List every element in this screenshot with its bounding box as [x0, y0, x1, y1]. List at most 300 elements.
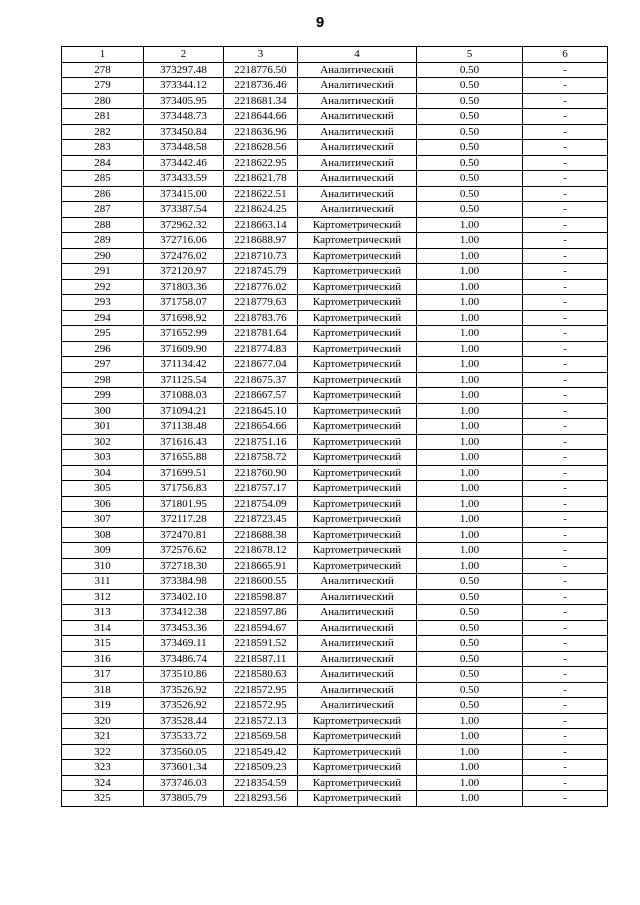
table-row — [62, 434, 608, 450]
method-cell: Аналитический — [298, 93, 417, 109]
note-cell: - — [523, 295, 608, 311]
method-cell: Картометрический — [298, 496, 417, 512]
table-row — [62, 481, 608, 497]
x-coordinate-cell: 371134.42 — [144, 357, 224, 373]
note-cell: - — [523, 496, 608, 512]
x-coordinate-cell: 373526.92 — [144, 682, 224, 698]
y-coordinate-cell: 2218665.91 — [224, 558, 298, 574]
y-coordinate-cell: 2218622.51 — [224, 186, 298, 202]
table-row — [62, 419, 608, 435]
table-row — [62, 403, 608, 419]
method-cell: Картометрический — [298, 248, 417, 264]
y-coordinate-cell: 2218751.16 — [224, 434, 298, 450]
table-row — [62, 93, 608, 109]
point-number-cell: 314 — [62, 620, 144, 636]
point-number-cell: 297 — [62, 357, 144, 373]
method-cell: Аналитический — [298, 186, 417, 202]
accuracy-cell: 0.50 — [417, 62, 523, 78]
note-cell: - — [523, 388, 608, 404]
point-number-cell: 303 — [62, 450, 144, 466]
x-coordinate-cell: 373442.46 — [144, 155, 224, 171]
accuracy-cell: 1.00 — [417, 791, 523, 807]
accuracy-cell: 1.00 — [417, 279, 523, 295]
point-number-cell: 296 — [62, 341, 144, 357]
accuracy-cell: 1.00 — [417, 217, 523, 233]
note-cell: - — [523, 605, 608, 621]
note-cell: - — [523, 93, 608, 109]
point-number-cell: 311 — [62, 574, 144, 590]
point-number-cell: 281 — [62, 109, 144, 125]
note-cell: - — [523, 543, 608, 559]
x-coordinate-cell: 371801.95 — [144, 496, 224, 512]
table-row — [62, 233, 608, 249]
x-coordinate-cell: 373486.74 — [144, 651, 224, 667]
point-number-cell: 284 — [62, 155, 144, 171]
table-row — [62, 791, 608, 807]
accuracy-cell: 1.00 — [417, 543, 523, 559]
method-cell: Картометрический — [298, 465, 417, 481]
accuracy-cell: 1.00 — [417, 403, 523, 419]
y-coordinate-cell: 2218667.57 — [224, 388, 298, 404]
y-coordinate-cell: 2218757.17 — [224, 481, 298, 497]
x-coordinate-cell: 372120.97 — [144, 264, 224, 280]
table-row — [62, 760, 608, 776]
y-coordinate-cell: 2218572.13 — [224, 713, 298, 729]
accuracy-cell: 0.50 — [417, 124, 523, 140]
x-coordinate-cell: 371616.43 — [144, 434, 224, 450]
accuracy-cell: 0.50 — [417, 574, 523, 590]
x-coordinate-cell: 371652.99 — [144, 326, 224, 342]
method-cell: Картометрический — [298, 775, 417, 791]
method-cell: Аналитический — [298, 698, 417, 714]
accuracy-cell: 1.00 — [417, 512, 523, 528]
method-cell: Картометрический — [298, 295, 417, 311]
point-number-cell: 287 — [62, 202, 144, 218]
y-coordinate-cell: 2218758.72 — [224, 450, 298, 466]
table-row — [62, 310, 608, 326]
coordinates-table — [61, 46, 608, 807]
x-coordinate-cell: 373412.38 — [144, 605, 224, 621]
note-cell: - — [523, 186, 608, 202]
y-coordinate-cell: 2218645.10 — [224, 403, 298, 419]
table-row — [62, 512, 608, 528]
table-row — [62, 279, 608, 295]
note-cell: - — [523, 310, 608, 326]
y-coordinate-cell: 2218779.63 — [224, 295, 298, 311]
method-cell: Картометрический — [298, 481, 417, 497]
point-number-cell: 307 — [62, 512, 144, 528]
note-cell: - — [523, 558, 608, 574]
x-coordinate-cell: 371699.51 — [144, 465, 224, 481]
point-number-cell: 317 — [62, 667, 144, 683]
table-row — [62, 496, 608, 512]
point-number-cell: 316 — [62, 651, 144, 667]
x-coordinate-cell: 371609.90 — [144, 341, 224, 357]
table-header-row — [62, 47, 608, 63]
accuracy-cell: 1.00 — [417, 388, 523, 404]
point-number-cell: 322 — [62, 744, 144, 760]
point-number-cell: 283 — [62, 140, 144, 156]
y-coordinate-cell: 2218760.90 — [224, 465, 298, 481]
table-row — [62, 202, 608, 218]
x-coordinate-cell: 373805.79 — [144, 791, 224, 807]
y-coordinate-cell: 2218681.34 — [224, 93, 298, 109]
method-cell: Картометрический — [298, 233, 417, 249]
table-row — [62, 248, 608, 264]
point-number-cell: 294 — [62, 310, 144, 326]
table-row — [62, 264, 608, 280]
table-row — [62, 744, 608, 760]
x-coordinate-cell: 372716.06 — [144, 233, 224, 249]
method-cell: Картометрический — [298, 326, 417, 342]
accuracy-cell: 0.50 — [417, 651, 523, 667]
table-row — [62, 636, 608, 652]
note-cell: - — [523, 357, 608, 373]
method-cell: Картометрический — [298, 558, 417, 574]
accuracy-cell: 1.00 — [417, 341, 523, 357]
method-cell: Аналитический — [298, 651, 417, 667]
table-row — [62, 155, 608, 171]
accuracy-cell: 1.00 — [417, 481, 523, 497]
table-row — [62, 186, 608, 202]
table-row — [62, 465, 608, 481]
x-coordinate-cell: 372962.32 — [144, 217, 224, 233]
x-coordinate-cell: 371088.03 — [144, 388, 224, 404]
column-header: 4 — [298, 47, 417, 63]
accuracy-cell: 1.00 — [417, 310, 523, 326]
note-cell: - — [523, 574, 608, 590]
column-header: 5 — [417, 47, 523, 63]
table-row — [62, 295, 608, 311]
point-number-cell: 325 — [62, 791, 144, 807]
table-row — [62, 341, 608, 357]
table-row — [62, 775, 608, 791]
method-cell: Картометрический — [298, 372, 417, 388]
method-cell: Картометрический — [298, 760, 417, 776]
note-cell: - — [523, 403, 608, 419]
point-number-cell: 304 — [62, 465, 144, 481]
point-number-cell: 300 — [62, 403, 144, 419]
table-row — [62, 698, 608, 714]
table-row — [62, 605, 608, 621]
table-row — [62, 589, 608, 605]
note-cell: - — [523, 140, 608, 156]
note-cell: - — [523, 202, 608, 218]
x-coordinate-cell: 371125.54 — [144, 372, 224, 388]
accuracy-cell: 1.00 — [417, 419, 523, 435]
accuracy-cell: 1.00 — [417, 527, 523, 543]
method-cell: Картометрический — [298, 729, 417, 745]
table-row — [62, 729, 608, 745]
note-cell: - — [523, 651, 608, 667]
y-coordinate-cell: 2218549.42 — [224, 744, 298, 760]
method-cell: Аналитический — [298, 62, 417, 78]
x-coordinate-cell: 371698.92 — [144, 310, 224, 326]
accuracy-cell: 1.00 — [417, 496, 523, 512]
accuracy-cell: 1.00 — [417, 558, 523, 574]
x-coordinate-cell: 373297.48 — [144, 62, 224, 78]
point-number-cell: 321 — [62, 729, 144, 745]
table-row — [62, 558, 608, 574]
note-cell: - — [523, 481, 608, 497]
method-cell: Аналитический — [298, 171, 417, 187]
x-coordinate-cell: 373601.34 — [144, 760, 224, 776]
x-coordinate-cell: 373533.72 — [144, 729, 224, 745]
method-cell: Картометрический — [298, 279, 417, 295]
point-number-cell: 301 — [62, 419, 144, 435]
note-cell: - — [523, 372, 608, 388]
y-coordinate-cell: 2218677.04 — [224, 357, 298, 373]
x-coordinate-cell: 373448.58 — [144, 140, 224, 156]
method-cell: Картометрический — [298, 527, 417, 543]
y-coordinate-cell: 2218624.25 — [224, 202, 298, 218]
note-cell: - — [523, 217, 608, 233]
note-cell: - — [523, 512, 608, 528]
point-number-cell: 279 — [62, 78, 144, 94]
x-coordinate-cell: 373469.11 — [144, 636, 224, 652]
note-cell: - — [523, 729, 608, 745]
x-coordinate-cell: 371756.83 — [144, 481, 224, 497]
note-cell: - — [523, 465, 608, 481]
x-coordinate-cell: 373528.44 — [144, 713, 224, 729]
accuracy-cell: 1.00 — [417, 295, 523, 311]
accuracy-cell: 1.00 — [417, 248, 523, 264]
table-row — [62, 78, 608, 94]
accuracy-cell: 1.00 — [417, 465, 523, 481]
accuracy-cell: 1.00 — [417, 775, 523, 791]
point-number-cell: 291 — [62, 264, 144, 280]
x-coordinate-cell: 373526.92 — [144, 698, 224, 714]
method-cell: Картометрический — [298, 341, 417, 357]
accuracy-cell: 0.50 — [417, 620, 523, 636]
table-body — [62, 62, 608, 806]
x-coordinate-cell: 371655.88 — [144, 450, 224, 466]
table-row — [62, 450, 608, 466]
point-number-cell: 282 — [62, 124, 144, 140]
x-coordinate-cell: 373415.00 — [144, 186, 224, 202]
y-coordinate-cell: 2218678.12 — [224, 543, 298, 559]
table-row — [62, 326, 608, 342]
y-coordinate-cell: 2218675.37 — [224, 372, 298, 388]
note-cell: - — [523, 341, 608, 357]
method-cell: Аналитический — [298, 202, 417, 218]
method-cell: Аналитический — [298, 667, 417, 683]
y-coordinate-cell: 2218580.63 — [224, 667, 298, 683]
x-coordinate-cell: 373402.10 — [144, 589, 224, 605]
x-coordinate-cell: 371758.07 — [144, 295, 224, 311]
note-cell: - — [523, 248, 608, 264]
note-cell: - — [523, 527, 608, 543]
x-coordinate-cell: 373387.54 — [144, 202, 224, 218]
note-cell: - — [523, 233, 608, 249]
y-coordinate-cell: 2218723.45 — [224, 512, 298, 528]
accuracy-cell: 0.50 — [417, 589, 523, 605]
x-coordinate-cell: 373448.73 — [144, 109, 224, 125]
y-coordinate-cell: 2218597.86 — [224, 605, 298, 621]
method-cell: Картометрический — [298, 543, 417, 559]
method-cell: Аналитический — [298, 140, 417, 156]
point-number-cell: 290 — [62, 248, 144, 264]
y-coordinate-cell: 2218644.66 — [224, 109, 298, 125]
point-number-cell: 308 — [62, 527, 144, 543]
y-coordinate-cell: 2218594.67 — [224, 620, 298, 636]
point-number-cell: 310 — [62, 558, 144, 574]
point-number-cell: 306 — [62, 496, 144, 512]
method-cell: Аналитический — [298, 109, 417, 125]
x-coordinate-cell: 373560.05 — [144, 744, 224, 760]
y-coordinate-cell: 2218621.78 — [224, 171, 298, 187]
point-number-cell: 312 — [62, 589, 144, 605]
accuracy-cell: 1.00 — [417, 357, 523, 373]
y-coordinate-cell: 2218569.58 — [224, 729, 298, 745]
accuracy-cell: 1.00 — [417, 434, 523, 450]
note-cell: - — [523, 109, 608, 125]
method-cell: Аналитический — [298, 605, 417, 621]
x-coordinate-cell: 372117.28 — [144, 512, 224, 528]
y-coordinate-cell: 2218654.66 — [224, 419, 298, 435]
method-cell: Картометрический — [298, 419, 417, 435]
note-cell: - — [523, 667, 608, 683]
point-number-cell: 289 — [62, 233, 144, 249]
y-coordinate-cell: 2218736.46 — [224, 78, 298, 94]
accuracy-cell: 0.50 — [417, 202, 523, 218]
method-cell: Картометрический — [298, 403, 417, 419]
x-coordinate-cell: 373746.03 — [144, 775, 224, 791]
y-coordinate-cell: 2218745.79 — [224, 264, 298, 280]
note-cell: - — [523, 264, 608, 280]
y-coordinate-cell: 2218587.11 — [224, 651, 298, 667]
x-coordinate-cell: 373405.95 — [144, 93, 224, 109]
table-row — [62, 372, 608, 388]
note-cell: - — [523, 78, 608, 94]
x-coordinate-cell: 372718.30 — [144, 558, 224, 574]
table-row — [62, 388, 608, 404]
table-row — [62, 140, 608, 156]
accuracy-cell: 0.50 — [417, 698, 523, 714]
x-coordinate-cell: 373433.59 — [144, 171, 224, 187]
note-cell: - — [523, 62, 608, 78]
point-number-cell: 286 — [62, 186, 144, 202]
method-cell: Картометрический — [298, 310, 417, 326]
table-row — [62, 620, 608, 636]
accuracy-cell: 1.00 — [417, 729, 523, 745]
point-number-cell: 305 — [62, 481, 144, 497]
point-number-cell: 298 — [62, 372, 144, 388]
point-number-cell: 285 — [62, 171, 144, 187]
point-number-cell: 313 — [62, 605, 144, 621]
method-cell: Картометрический — [298, 388, 417, 404]
y-coordinate-cell: 2218776.02 — [224, 279, 298, 295]
x-coordinate-cell: 371138.48 — [144, 419, 224, 435]
y-coordinate-cell: 2218572.95 — [224, 682, 298, 698]
point-number-cell: 288 — [62, 217, 144, 233]
point-number-cell: 309 — [62, 543, 144, 559]
y-coordinate-cell: 2218628.56 — [224, 140, 298, 156]
table-row — [62, 651, 608, 667]
y-coordinate-cell: 2218600.55 — [224, 574, 298, 590]
x-coordinate-cell: 372576.62 — [144, 543, 224, 559]
note-cell: - — [523, 326, 608, 342]
note-cell: - — [523, 124, 608, 140]
method-cell: Аналитический — [298, 620, 417, 636]
method-cell: Аналитический — [298, 636, 417, 652]
point-number-cell: 302 — [62, 434, 144, 450]
accuracy-cell: 1.00 — [417, 760, 523, 776]
point-number-cell: 318 — [62, 682, 144, 698]
note-cell: - — [523, 171, 608, 187]
note-cell: - — [523, 419, 608, 435]
note-cell: - — [523, 698, 608, 714]
accuracy-cell: 0.50 — [417, 109, 523, 125]
accuracy-cell: 1.00 — [417, 233, 523, 249]
accuracy-cell: 0.50 — [417, 140, 523, 156]
method-cell: Аналитический — [298, 155, 417, 171]
method-cell: Картометрический — [298, 217, 417, 233]
point-number-cell: 292 — [62, 279, 144, 295]
y-coordinate-cell: 2218754.09 — [224, 496, 298, 512]
y-coordinate-cell: 2218636.96 — [224, 124, 298, 140]
note-cell: - — [523, 279, 608, 295]
column-header: 1 — [62, 47, 144, 63]
y-coordinate-cell: 2218776.50 — [224, 62, 298, 78]
note-cell: - — [523, 791, 608, 807]
table-row — [62, 543, 608, 559]
method-cell: Картометрический — [298, 512, 417, 528]
method-cell: Аналитический — [298, 682, 417, 698]
y-coordinate-cell: 2218688.38 — [224, 527, 298, 543]
accuracy-cell: 0.50 — [417, 636, 523, 652]
note-cell: - — [523, 450, 608, 466]
x-coordinate-cell: 373453.36 — [144, 620, 224, 636]
table-row — [62, 667, 608, 683]
x-coordinate-cell: 373344.12 — [144, 78, 224, 94]
note-cell: - — [523, 760, 608, 776]
point-number-cell: 319 — [62, 698, 144, 714]
accuracy-cell: 1.00 — [417, 450, 523, 466]
method-cell: Картометрический — [298, 713, 417, 729]
table-row — [62, 62, 608, 78]
table-row — [62, 124, 608, 140]
y-coordinate-cell: 2218783.76 — [224, 310, 298, 326]
table-row — [62, 171, 608, 187]
table-row — [62, 527, 608, 543]
note-cell: - — [523, 155, 608, 171]
column-header: 2 — [144, 47, 224, 63]
table-row — [62, 713, 608, 729]
table-row — [62, 109, 608, 125]
table-row — [62, 682, 608, 698]
y-coordinate-cell: 2218509.23 — [224, 760, 298, 776]
x-coordinate-cell: 373384.98 — [144, 574, 224, 590]
method-cell: Картометрический — [298, 450, 417, 466]
y-coordinate-cell: 2218688.97 — [224, 233, 298, 249]
y-coordinate-cell: 2218598.87 — [224, 589, 298, 605]
table-row — [62, 217, 608, 233]
y-coordinate-cell: 2218354.59 — [224, 775, 298, 791]
note-cell: - — [523, 775, 608, 791]
point-number-cell: 278 — [62, 62, 144, 78]
y-coordinate-cell: 2218293.56 — [224, 791, 298, 807]
x-coordinate-cell: 373510.86 — [144, 667, 224, 683]
page-number: 9 — [315, 14, 325, 31]
note-cell: - — [523, 713, 608, 729]
method-cell: Картометрический — [298, 791, 417, 807]
y-coordinate-cell: 2218663.14 — [224, 217, 298, 233]
method-cell: Картометрический — [298, 357, 417, 373]
note-cell: - — [523, 744, 608, 760]
method-cell: Картометрический — [298, 744, 417, 760]
point-number-cell: 323 — [62, 760, 144, 776]
